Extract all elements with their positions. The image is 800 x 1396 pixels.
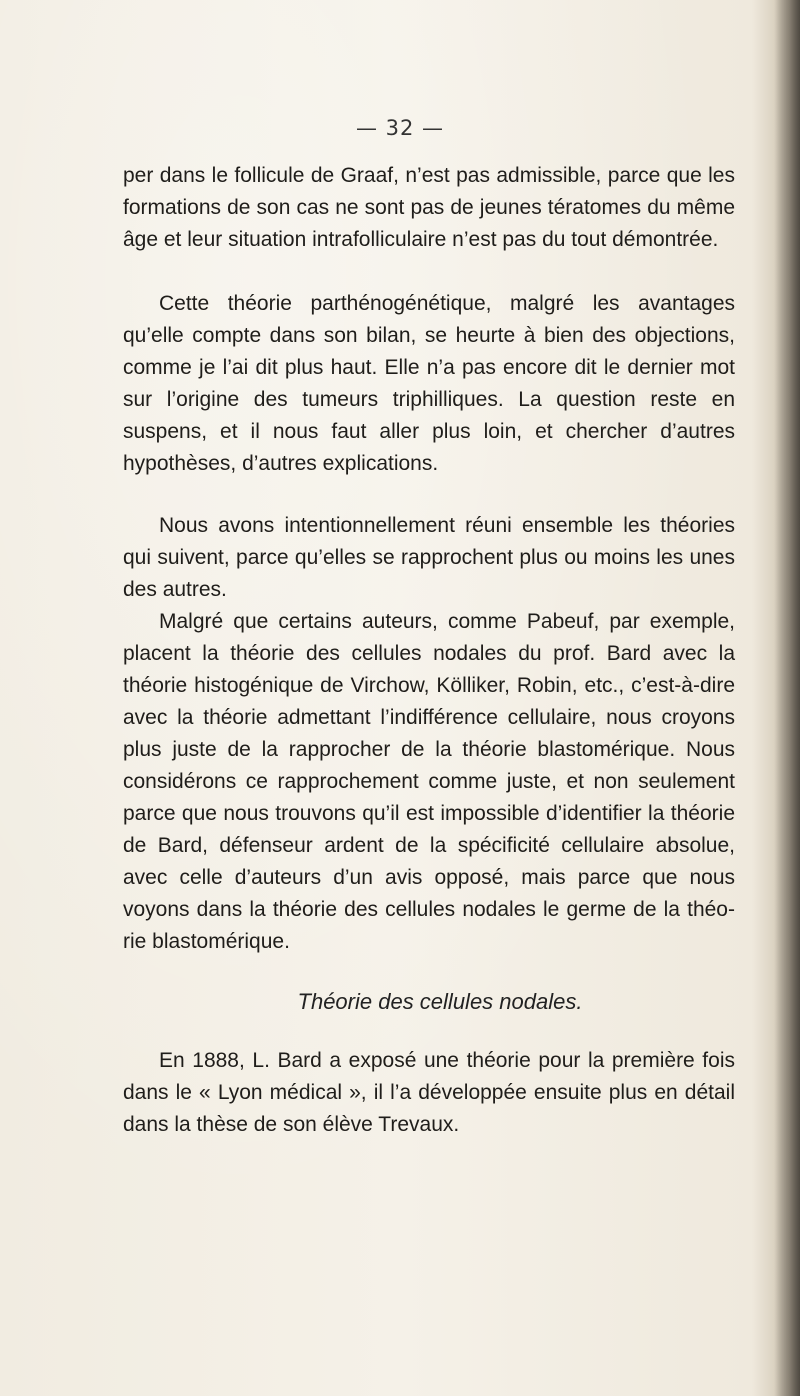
paragraph-bard-comparison: Malgré que certains auteurs, comme Pabeuf, par exemple, placent la théorie des cellules nodales du prof. Bard avec la théorie histogénique de Virchow, Kölliker, Robin, etc., c’est-à-dire avec la théorie admettant l’indifférence cellulaire, nous croyons plus juste de la rapprocher de la théorie blastomérique. Nous considérons ce rapprochement comme juste, et non seulement parce que nous trouvons qu’il est impossible d’identifier la théorie de Bard, défenseur ardent de la spécificité cellulaire absolue, avec celle d’auteurs d’un avis opposé, mais parce que nous voyons dans la théorie des cellules nodales le germe de la théorie blastomérique. (123, 610, 735, 953)
paragraph-parthenogenetic-theory: Cette théorie parthénogénétique, malgré les avantages qu’elle compte dans son bilan, se heurte à bien des objections, comme je l’ai dit plus haut. Elle n’a pas encore dit le dernier mot sur l’origine des tumeurs triphilliques. La question reste en suspens, et il nous faut aller plus loin, et chercher d’autres hypothèses, d’autres explications. (123, 292, 735, 475)
page-body (123, 160, 735, 1141)
page-edge-shadow (774, 0, 800, 1396)
section-heading: Théorie des cellules nodales. (297, 989, 583, 1014)
paragraph-continued: per dans le follicule de Graaf, n’est pas admissible, parce que les formations de son cas ne sont pas de jeunes tératomes du même âge et leur situation intrafolliculaire n’est pas du tout démontrée. (123, 164, 735, 251)
paragraph-theories-intro: Nous avons intentionnellement réuni ensemble les théories qui suivent, parce qu’elles se rapprochent plus ou moins les unes des autres. (123, 514, 735, 601)
page-number: — 32 — (355, 116, 445, 140)
paragraph-bard-1888: En 1888, L. Bard a exposé une théorie pour la première fois dans le « Lyon médical », il l’a développée ensuite plus en détail dans la thèse de son élève Trevaux. (123, 1049, 735, 1136)
